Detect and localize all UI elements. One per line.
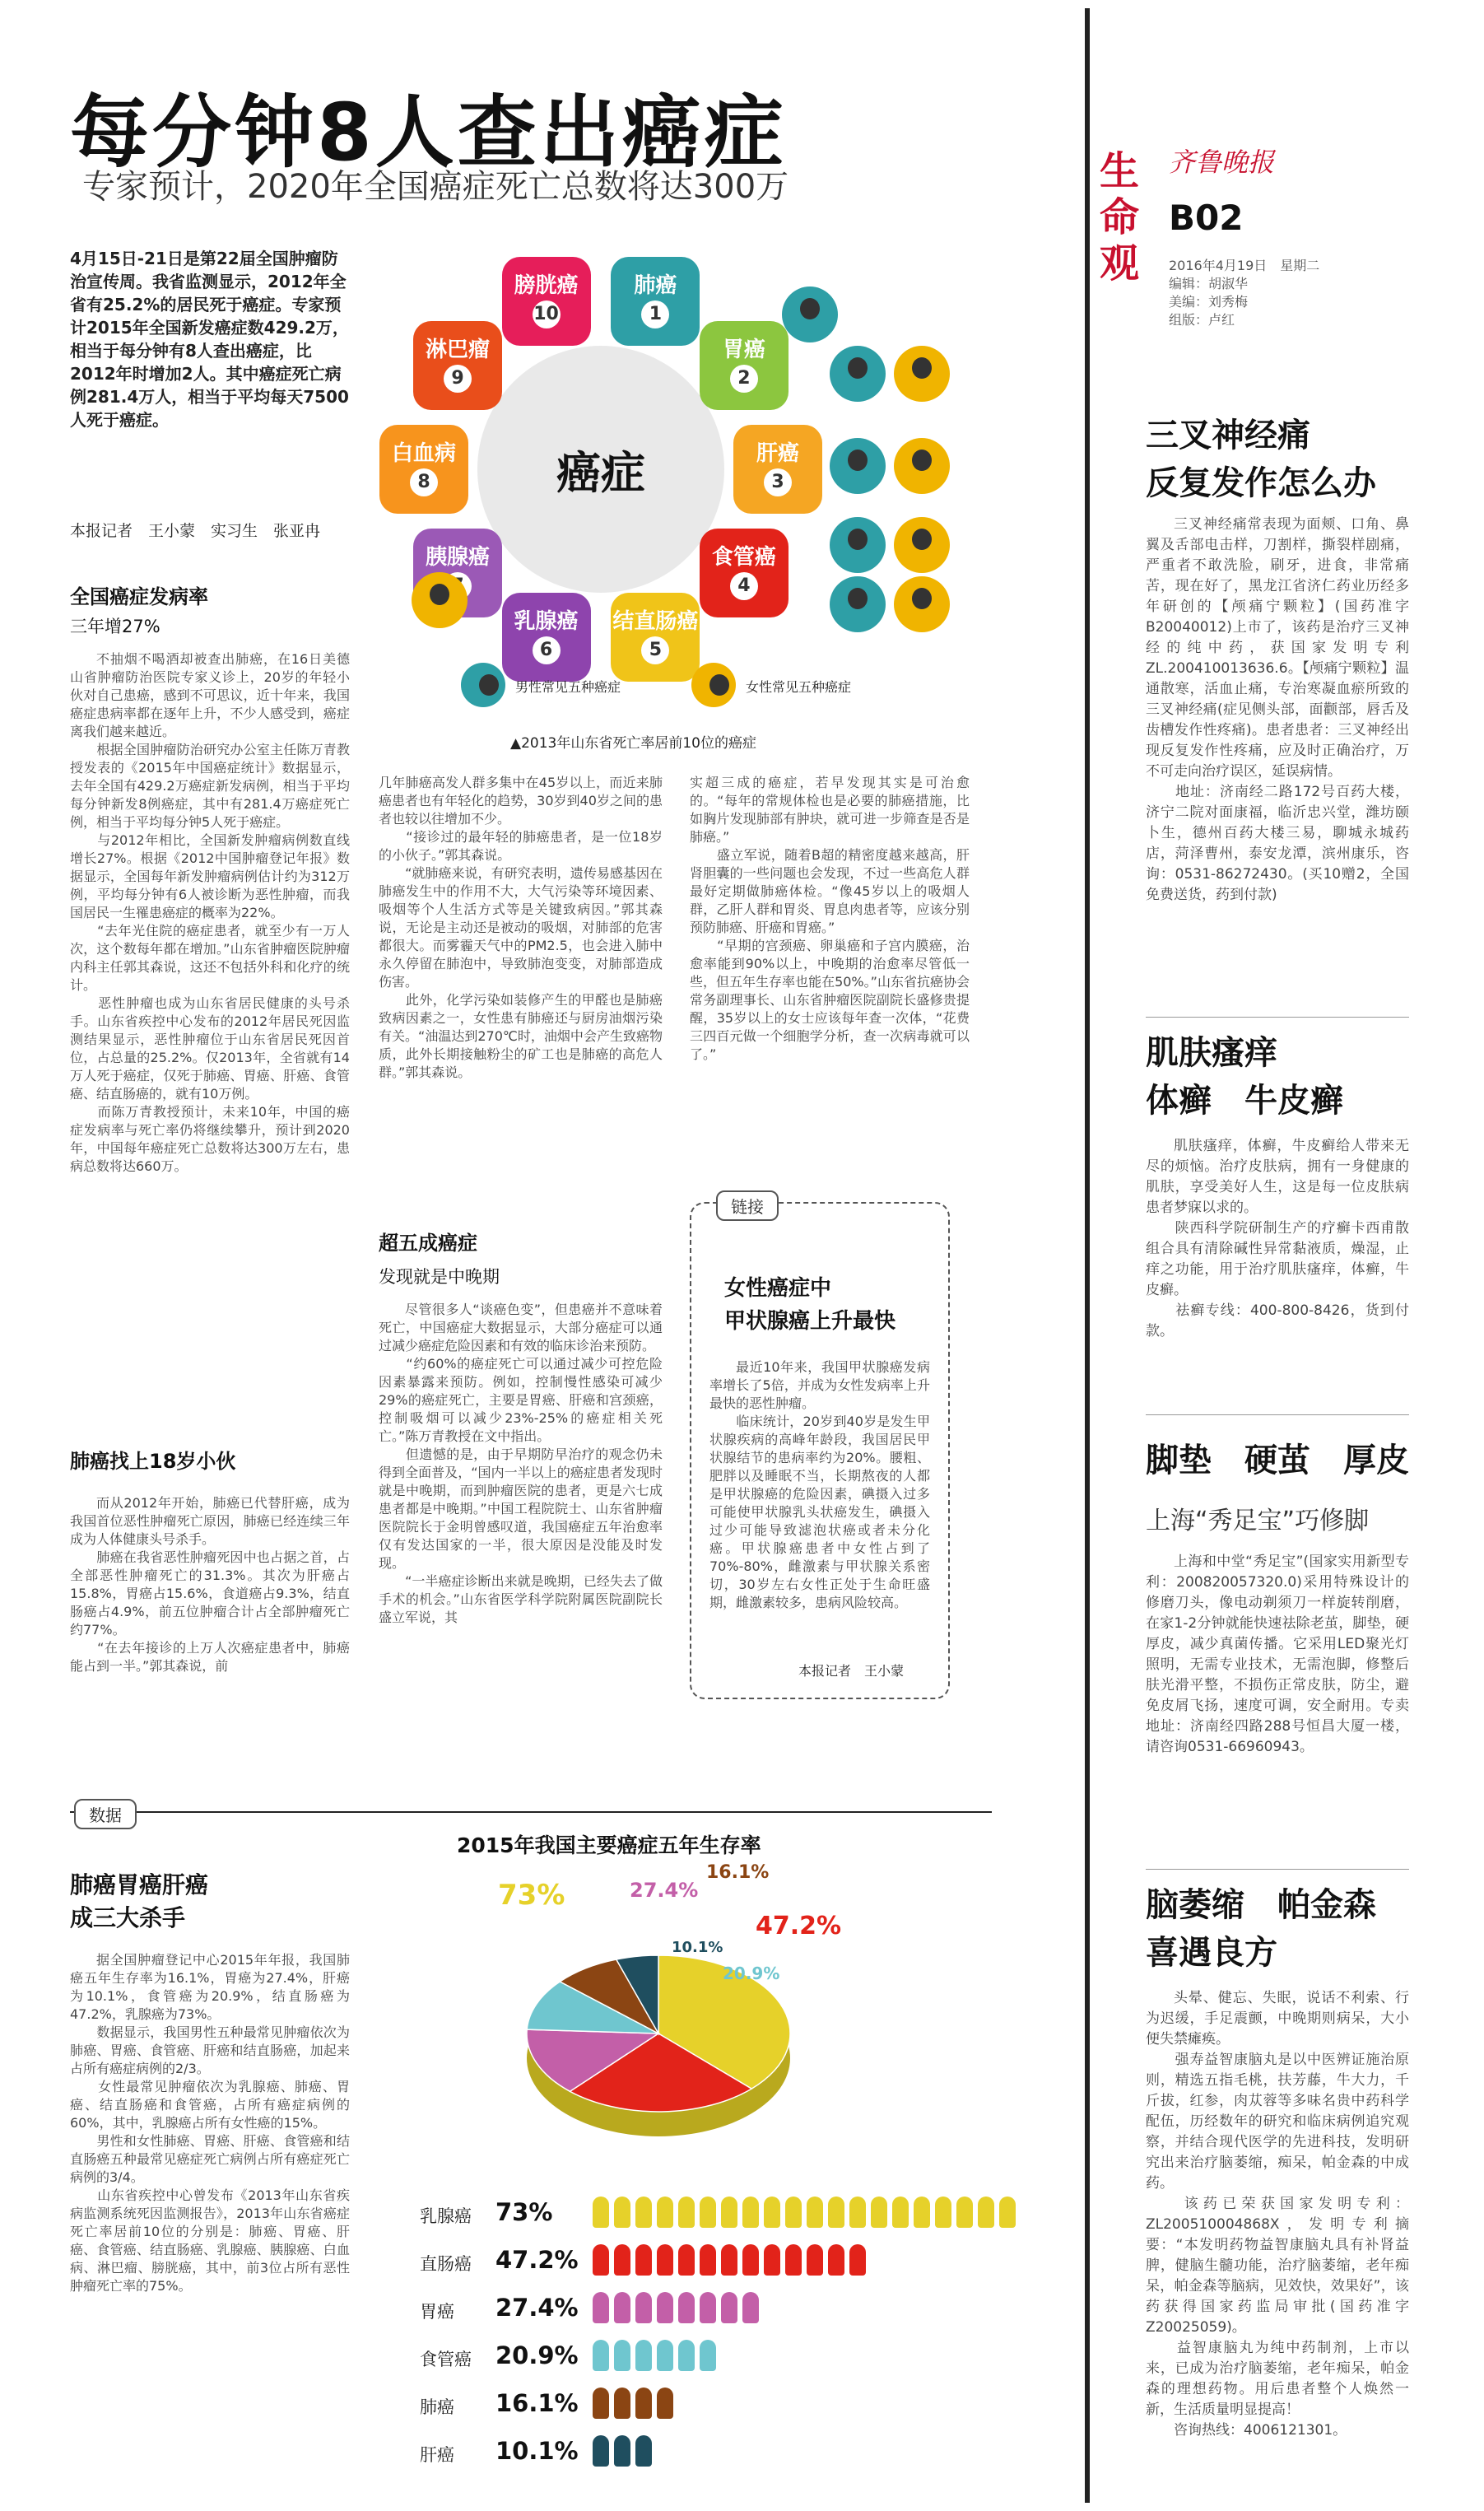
- cancer-node-label: 膀胱癌: [514, 273, 579, 298]
- article-body: 不抽烟不喝酒却被查出肺癌，在16日美德山省肿瘤防治医院专家义诊上，20岁的年轻小伙对自己患癌，感到不可思议，近十年来，我国癌症患病率都在逐年上升，不少人感受到，癌症离我们越来越近。 根据全国肿瘤防治研究办公室主任陈万青教授发表的《2015年中国癌症统计》数据显示，去年全国有429.2万癌症新发病例，相当于平均每分钟新发8例癌症，其中有281.4万癌症死亡例，相当于平均每分钟5人死于癌症。 与2012年相比，全国新发肿瘤病例数直线增长27%。根据《2012中国肿瘤登记年报》数据显示，全国每年新发肿瘤病例估计约为312万例，平均每分钟有6人被诊断为恶性肿瘤，而我国居民一生罹患癌症的概率为22%。 “去年光住院的癌症患者，就至少有一万人次，这个数每年都在增加。”山东省肿瘤医院肿瘤内科主任郭其森说，这还不包括外科和化疗的统计。 恶性肿瘤也成为山东省居民健康的头号杀手。山东省疾控中心发布的2012年居民死因监测结果显示，恶性肿瘤位于山东省居民死因首位，占总量的25.2%。仅2013年，全省就有14万人死于癌症，仅死于肺癌、胃癌、肝癌、食管癌、结直肠癌的，就有10万例。 而陈万青教授预计，未来10年，中国的癌症发病率与死亡率仍将继续攀升，预计到2020年，中国每年癌症死亡总数将达300万左右，患病总数将达660万。: [70, 651, 350, 1174]
- cancer-node: [611, 257, 700, 346]
- bar-category-label: 食管癌: [420, 2350, 472, 2369]
- link-box-byline: 本报记者 王小蒙: [798, 1663, 905, 1679]
- person-icon: [785, 2197, 802, 2228]
- person-icon: [742, 2292, 759, 2323]
- bar-value-label: 73%: [495, 2198, 553, 2226]
- cancer-node-rank: 10: [533, 300, 561, 328]
- person-icon: [785, 2244, 802, 2276]
- section-heading: 全国癌症发病率: [70, 585, 208, 608]
- subheadline: 专家预计，2020年全国癌症死亡总数将达300万: [82, 168, 789, 206]
- cancer-node-label: 肺癌: [634, 273, 677, 298]
- person-icon: [956, 2197, 973, 2228]
- cancer-node-label: 胃癌: [722, 337, 765, 362]
- cancer-node-rank: 1: [641, 300, 669, 328]
- person-icon: [614, 2435, 630, 2467]
- ad-body: 三叉神经痛常表现为面颊、口角、鼻翼及舌部电击样，刀割样，撕裂样剧痛，严重者不敢洗脸，刷牙，进食，非常痛苦，现在好了，黑龙江省济仁药业历经多年研创的【颅痛宁颗粒】(国药准字B20040012)上市了，该药是治疗三叉神经的纯中药，获国家发明专利ZL.200410013636.6。【颅痛宁颗粒】温通散寒，活血止痛，专治寒凝血瘀所致的三叉神经痛(症见侧头部，面颧部，唇舌及齿槽发作性疼痛)。患者患者：三叉神经出现反复发作性疼痛，应及时正确治疗，万不可走向治疗误区，延误病情。 地址：济南经二路172号百药大楼，济宁二院对面康福，临沂忠兴堂，潍坊颐卜生，德州百药大楼三易，聊城永城药店，菏泽曹州，泰安龙潭，滨州康乐，咨询：0531-86272430。(买10赠2，全国免费送货，药到付款): [1146, 516, 1409, 903]
- person-icon: [635, 2197, 652, 2228]
- person-icon: [807, 2244, 823, 2276]
- ad-body: 肌肤瘙痒，体癣，牛皮癣给人带来无尽的烦恼。治疗皮肤病，拥有一身健康的肌肤，享受美好人生，这是每一位皮肤病患者梦寐以求的。 陕西科学院研制生产的疗癣卡西甫散组合具有清除碱性异常黏液质，燥湿，止痒之功能，用于治疗肌肤瘙痒，体癣，牛皮癣。 祛癣专线：400-800-8426，货到付款。: [1146, 1138, 1409, 1339]
- bar-pictogram: [593, 2388, 678, 2422]
- section-subheading: 发现就是中晚期: [379, 1267, 500, 1287]
- section-subheading: 三年增27%: [70, 617, 160, 636]
- cancer-node: [700, 529, 789, 617]
- pie-value-label: 47.2%: [756, 1912, 842, 1940]
- pie-value-label: 16.1%: [706, 1862, 770, 1883]
- data-body: 据全国肿瘤登记中心2015年年报，我国肺癌五年生存率为16.1%，胃癌为27.4%，肝癌为10.1%，食管癌为20.9%，结直肠癌为47.2%，乳腺癌为73%。 数据显示，我国男性五种最常见肿瘤依次为肺癌、胃癌、食管癌、肝癌和结直肠癌，加起来占所有癌症病例的2/3。 女性最常见肿瘤依次为乳腺癌、肺癌、胃癌、结直肠癌和食管癌，占所有癌症病例的60%，其中，乳腺癌占所有女性癌的15%。 男性和女性肺癌、胃癌、肝癌、食管癌和结直肠癌五种最常见癌症死亡病例占所有癌症死亡病例的3/4。 山东省疾控中心曾发布《2013年山东省疾病监测系统死因监测报告》，2013年山东省癌症死亡率居前10位的分别是：肺癌、胃癌、肝癌、食管癌、结直肠癌、乳腺癌、胰腺癌、白血病、淋巴瘤、膀胱癌，其中，前3位占所有恶性肿瘤死亡率的75%。: [70, 1952, 350, 2294]
- ad-rule: [1146, 1869, 1409, 1870]
- person-icon: [742, 2244, 759, 2276]
- pie-value-label: 73%: [498, 1879, 565, 1912]
- legend-female-label: 女性常见五种癌症: [746, 679, 852, 695]
- legend-male-icon: [461, 663, 505, 707]
- person-icon: [700, 2197, 716, 2228]
- cancer-node: [611, 593, 700, 682]
- bar-category-label: 肺癌: [420, 2397, 454, 2417]
- bar-pictogram: [593, 2340, 721, 2374]
- legend-female-icon: [691, 663, 736, 707]
- person-icon: [678, 2292, 695, 2323]
- data-rule: [70, 1811, 992, 1813]
- cancer-node-label: 白血病: [391, 441, 456, 466]
- person-icon: [593, 2292, 609, 2323]
- bar-pictogram: [593, 2435, 657, 2470]
- bar-value-label: 27.4%: [495, 2294, 579, 2322]
- person-icon: [635, 2292, 652, 2323]
- person-icon: [700, 2244, 716, 2276]
- link-box-body: 最近10年来，我国甲状腺癌发病率增长了5倍，并成为女性发病率上升最快的恶性肿瘤。 临床统计，20岁到40岁是发生甲状腺疾病的高峰年龄段，我国居民甲状腺结节的患病率约为20%。腰粗、肥胖以及睡眠不当，长期熬夜的人都是甲状腺癌的危险因素，碘摄入过多可能使甲状腺乳头状癌发生，碘摄入过少可能导致滤泡状癌或者未分化癌。甲状腺癌患者中女性占到了70%-80%，雌激素与甲状腺关系密切，30岁左右女性正处于生命旺盛期，雌激素较多，患病风险较高。: [709, 1359, 930, 1610]
- person-icon: [764, 2244, 780, 2276]
- bar-category-label: 胃癌: [420, 2302, 454, 2322]
- ad-rule: [1146, 1414, 1409, 1415]
- male-avatar: [830, 517, 886, 573]
- section-heading: 肺癌找上18岁小伙: [70, 1450, 236, 1473]
- page-date: 2016年4月19日 星期二: [1169, 258, 1320, 273]
- center-label: 癌症: [556, 446, 645, 499]
- person-icon: [657, 2292, 673, 2323]
- cancer-node-label: 淋巴瘤: [426, 337, 491, 362]
- person-icon: [657, 2388, 673, 2419]
- person-icon: [849, 2197, 866, 2228]
- cancer-node: [413, 321, 502, 410]
- person-icon: [593, 2244, 609, 2276]
- bar-category-label: 肝癌: [420, 2445, 454, 2465]
- person-icon: [700, 2340, 716, 2371]
- ad-title: 脚垫 硬茧 厚皮: [1146, 1442, 1409, 1479]
- person-icon: [978, 2197, 994, 2228]
- person-icon: [764, 2197, 780, 2228]
- byline: 本报记者 王小蒙 实习生 张亚冉: [70, 522, 321, 540]
- ad-rule: [1146, 1017, 1409, 1018]
- female-avatar: [894, 517, 950, 573]
- male-avatar: [830, 576, 886, 632]
- bar-value-label: 20.9%: [495, 2341, 579, 2369]
- person-icon: [593, 2197, 609, 2228]
- legend-male-label: 男性常见五种癌症: [515, 679, 621, 695]
- cancer-node: [502, 257, 591, 346]
- cancer-node-rank: 4: [730, 572, 758, 600]
- pie-value-label: 10.1%: [672, 1939, 723, 1956]
- vertical-rule: [1085, 8, 1090, 2503]
- cancer-node-rank: 5: [641, 636, 669, 664]
- cancer-node-rank: 2: [730, 365, 758, 393]
- pie-value-label: 27.4%: [630, 1879, 699, 1902]
- cancer-node-rank: 6: [533, 636, 561, 664]
- center-circle: [477, 346, 724, 593]
- person-icon: [614, 2340, 630, 2371]
- vertical-section-title: 生命观: [1099, 148, 1139, 287]
- cancer-node: [502, 593, 591, 682]
- male-avatar: [830, 346, 886, 402]
- person-icon: [721, 2197, 737, 2228]
- female-avatar: [894, 576, 950, 632]
- person-icon: [593, 2435, 609, 2467]
- cancer-node-label: 肝癌: [756, 441, 799, 466]
- bar-value-label: 10.1%: [495, 2437, 579, 2465]
- bar-pictogram: [593, 2197, 1021, 2231]
- cancer-node-label: 胰腺癌: [426, 545, 491, 571]
- ad-title: 三叉神经痛 反复发作怎么办: [1146, 417, 1376, 502]
- bar-pictogram: [593, 2292, 764, 2327]
- person-icon: [849, 2244, 866, 2276]
- person-icon: [721, 2292, 737, 2323]
- pie-value-label: 20.9%: [723, 1964, 780, 1983]
- article-body: 几年肺癌高发人群多集中在45岁以上，而近来肺癌患者也有年轻化的趋势，30岁到40岁之间的患者也较以往增加不少。 “接诊过的最年轻的肺癌患者，是一位18岁的小伙子。”郭其森说。 “就肺癌来说，有研究表明，遗传易感基因在肺癌发生中的作用不大，大气污染等环境因素、吸烟等个人生活方式等是关键致病因。”郭其森说，无论是主动还是被动的吸烟，对肺部的危害都很大。而雾霾天气中的PM2.5，也会进入肺中永久停留在肺泡中，导致肺泡变变，对肺部造成伤害。 此外，化学污染如装修产生的甲醛也是肺癌致病因素之一，女性患有肺癌还与厨房油烟污染有关。“油温达到270℃时，油烟中会产生致癌物质，此外长期接触粉尘的矿工也是肺癌的高危人群。”郭其森说。: [379, 775, 663, 1080]
- ad-title: 脑萎缩 帕金森 喜遇良方: [1146, 1886, 1376, 1972]
- person-icon: [635, 2388, 652, 2419]
- cancer-node-rank: 9: [444, 365, 472, 393]
- data-heading: 肺癌胃癌肝癌 成三大杀手: [70, 1871, 209, 1931]
- person-icon: [914, 2197, 930, 2228]
- female-avatar: [412, 572, 468, 628]
- person-icon: [614, 2388, 630, 2419]
- person-icon: [657, 2340, 673, 2371]
- infographic-caption: ▲2013年山东省死亡率居前10位的癌症: [510, 735, 756, 752]
- person-icon: [892, 2197, 909, 2228]
- bar-value-label: 47.2%: [495, 2246, 579, 2274]
- person-icon: [635, 2244, 652, 2276]
- person-icon: [657, 2197, 673, 2228]
- person-icon: [614, 2197, 630, 2228]
- person-icon: [657, 2244, 673, 2276]
- article-body: 而从2012年开始，肺癌已代替肝癌，成为我国首位恶性肿瘤死亡原因，肺癌已经连续三年成为人体健康头号杀手。 肺癌在我省恶性肿瘤死因中也占据之首，占全部恶性肿瘤死亡的31.3%。其次为肝癌占15.8%，胃癌占15.6%，食道癌占9.3%，结直肠癌占4.9%，前五位肿瘤合计占全部肿瘤死亡约77%。 “在去年接诊的上万人次癌症患者中，肺癌能占到一半。”郭其森说，前: [70, 1495, 350, 1674]
- ad-body: 上海和中堂“秀足宝”(国家实用新型专利：200820057320.0)采用特殊设计的修磨刀头，像电动剃须刀一样旋转削磨，在家1-2分钟就能快速祛除老茧，脚垫，硬厚皮，减少真菌传播。它采用LED聚光灯照明，无需专业技术，无需泡脚，修整后肤光滑平整，不损伤正常皮肤，防尘，避免皮屑飞扬，速度可调，安全耐用。专卖地址：济南经四路288号恒昌大厦一楼，请咨询0531-66960943。: [1146, 1554, 1409, 1755]
- ad-subtitle: 上海“秀足宝”巧修脚: [1146, 1507, 1370, 1535]
- person-icon: [828, 2244, 844, 2276]
- bar-category-label: 乳腺癌: [420, 2206, 472, 2226]
- bar-category-label: 直肠癌: [420, 2254, 472, 2274]
- chart-title: 2015年我国主要癌症五年生存率: [457, 1833, 761, 1857]
- person-icon: [614, 2244, 630, 2276]
- person-icon: [828, 2197, 844, 2228]
- newspaper-logo: 齐鲁晚报: [1169, 147, 1275, 178]
- cancer-node: [700, 321, 789, 410]
- cancer-node: [379, 425, 468, 514]
- ad-body: 头晕、健忘、失眠，说话不利索、行为迟缓，手足震颤，中晚期则病呆，大小便失禁瘫痪。 强寿益智康脑丸是以中医辨证施治原则，精选五指毛桃，扶芳藤，牛大力，千斤拔，红参，肉苁蓉等多味名贵中药科学配伍，历经数年的研究和临床病例追究观察，并结合现代医学的先进科技，发明研究出来治疗脑萎缩，痴呆，帕金森的中成药。 该药已荣获国家发明专利：ZL200510004868X，发明专利摘要：“本发明药物益智康脑丸具有补肾益脾，健脑生髓功能，治疗脑萎缩，老年痴呆，帕金森等脑病，见效快，效果好”，该药获得国家药监局审批(国药准字Z20025059)。 益智康脑丸为纯中药制剂，上市以来，已成为治疗脑萎缩，老年痴呆，帕金森的理想药物。用后患者整个人焕然一新，生活质量明显提高！ 咨询热线：4006121301。: [1146, 1990, 1409, 2439]
- person-icon: [678, 2340, 695, 2371]
- cancer-node-rank: 8: [410, 468, 438, 496]
- link-tag: 链接: [716, 1190, 779, 1221]
- male-avatar: [830, 438, 886, 494]
- person-icon: [871, 2197, 887, 2228]
- person-icon: [700, 2292, 716, 2323]
- article-body: 尽管很多人“谈癌色变”，但患癌并不意味着死亡，中国癌症大数据显示，大部分癌症可以通过减少癌症危险因素和有效的临床诊治来预防。 “约60%的癌症死亡可以通过减少可控危险因素暴露来预防。例如，控制慢性感染可减少29%的癌症死亡，主要是胃癌、肝癌和宫颈癌，控制吸烟可以减少23%-25%的癌症相关死亡。”陈万青教授在文中指出。 但遗憾的是，由于早期防早治疗的观念仍未得到全面普及，“国内一半以上的癌症患者发现时就是中晚期，而到肿瘤医院的患者，更是六七成患者都是中晚期。”中国工程院院士、山东省肿瘤医院院长于金明曾感叹道，我国癌症五年治愈率仅有发达国家的一半，很大原因是没能及时发现。 “一半癌症诊断出来就是晚期，已经失去了做手术的机会。”山东省医学科学院附属医院副院长盛立军说，其: [379, 1302, 663, 1625]
- headline: 每分钟8人查出癌症: [70, 86, 787, 179]
- page-proof: 组版：卢红: [1169, 312, 1235, 328]
- ad-title: 肌肤瘙痒 体癣 牛皮癣: [1146, 1034, 1343, 1120]
- page-art: 美编：刘秀梅: [1169, 294, 1249, 310]
- person-icon: [614, 2292, 630, 2323]
- person-icon: [635, 2340, 652, 2371]
- article-body: 实超三成的癌症，若早发现其实是可治愈的。“每年的常规体检也是必要的肺癌措施，比如胸片发现肺部有肿块，就可进一步筛查是否是肺癌。” 盛立军说，随着B超的精密度越来越高，肝肾胆囊的一些问题也会发现，不过一些高危人群最好定期做肺癌体检。“像45岁以上的吸烟人群，乙肝人群和胃炎、胃息肉患者等，应该分别预防肺癌、肝癌和胃癌。” “早期的宫颈癌、卵巢癌和子宫内膜癌，治愈率能到90%以上，中晚期的治愈率尽管低一些，但五年生存率也能在50%。”山东省抗癌协会常务副理事长、山东省肿瘤医院副院长盛修贵提醒，35岁以上的女士应该每年查一次体，“花费三四百元做一个细胞学分析，查一次病毒就可以了。”: [690, 775, 970, 1062]
- person-icon: [593, 2388, 609, 2419]
- female-avatar: [894, 438, 950, 494]
- section-heading: 超五成癌症: [379, 1232, 477, 1255]
- person-icon: [742, 2197, 759, 2228]
- cancer-node-rank: 3: [764, 468, 792, 496]
- person-icon: [721, 2244, 737, 2276]
- page-editor: 编辑：胡淑华: [1169, 276, 1249, 291]
- cancer-node-label: 食管癌: [711, 545, 776, 571]
- bar-pictogram: [593, 2244, 871, 2279]
- person-icon: [593, 2340, 609, 2371]
- person-icon: [935, 2197, 951, 2228]
- person-icon: [678, 2244, 695, 2276]
- person-icon: [807, 2197, 823, 2228]
- cancer-node-label: 结直肠癌: [612, 609, 699, 635]
- male-avatar: [782, 287, 838, 342]
- cancer-node-label: 乳腺癌: [514, 609, 579, 635]
- link-box-title: 女性癌症中 甲状腺癌上升最快: [724, 1276, 896, 1334]
- person-icon: [635, 2435, 652, 2467]
- person-icon: [678, 2197, 695, 2228]
- data-tag: 数据: [74, 1799, 137, 1829]
- cancer-node: [733, 425, 822, 514]
- person-icon: [999, 2197, 1016, 2228]
- female-avatar: [894, 346, 950, 402]
- bar-value-label: 16.1%: [495, 2389, 579, 2417]
- page-code: B02: [1169, 198, 1244, 238]
- lead-paragraph: 4月15日-21日是第22届全国肿瘤防治宣传周。我省监测显示，2012年全省有25.2%的居民死于癌症。专家预计2015年全国新发癌症数429.2万，相当于每分钟有8人查出癌症，比2012年时增加2人。其中癌症死亡病例281.4万人，相当于平均每天7500人死于癌症。: [70, 249, 349, 430]
